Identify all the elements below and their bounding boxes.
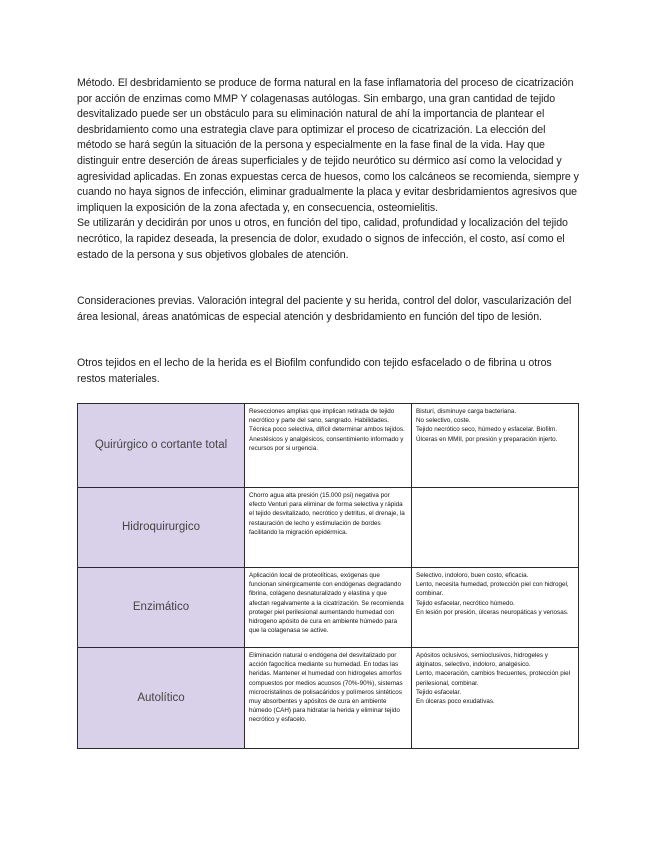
other-tissues-paragraph xyxy=(77,356,582,387)
method-notes-cell xyxy=(412,488,579,568)
method-description-cell xyxy=(245,488,412,568)
method-notes-cell xyxy=(412,648,579,749)
method-name-cell: Quirúrgico o cortante total xyxy=(78,404,245,488)
method-notes-text: Apósitos oclusivos, semioclusivos, hidrogeles y alginatos, selectivo, indoloro, analgésico. Lento, maceración, cambios frecuentes, protección piel perilesional, combinar. Tejido esfacelar. En úlceras poco exudativas. xyxy=(416,652,571,706)
table-row xyxy=(78,568,579,648)
considerations-text: Consideraciones previas. Valoración integral del paciente y su herida, control del dolor, vascularización del área lesional, áreas anatómicas de especial atención y desbridamiento en función del tipo de lesión. xyxy=(77,295,572,323)
method-description-cell xyxy=(245,648,412,749)
method-notes-text: Selectivo, indoloro, buen costo, eficacia. Lento, necesita humedad, protección piel con hidrogel, combinar. Tejido esfacelar, necrótico húmedo. En lesión por presión, úlceras neuropáticas y venosas. xyxy=(416,572,569,616)
method-notes-cell xyxy=(412,568,579,648)
method-description-text: Chorro agua alta presión (15.000 psi) negativa por efecto Venturi para eliminar de forma selectiva y rápida el tejido desvitalizado, necrótico y detritus, el drenaje, la restauración de lecho y estimulación de bordes facilitando la migración epidérmica. xyxy=(249,492,405,536)
table-row xyxy=(78,488,579,568)
considerations-paragraph xyxy=(77,294,582,325)
method-description-text: Resecciones amplias que implican retirada de tejido necrótico y parte del sano, sangrado. Habilidades. Técnica poco selectiva, difícil determinar ambos tejidos. Anestésicos y analgésicos, consentimiento informado y recursos por si urgencia. xyxy=(249,408,405,452)
method-description-text: Aplicación local de proteolíticas, exógenas que funcionan sinérgicamente con endógenas degradando fibrina, colágeno desnaturalizado y elastina y que afectan regalvamente a la cicatrización. Se recomienda proteger piel perilesional aumentando humedad con hidrogeno apósito de cura en ambiente húmedo para que la colagenasa se active. xyxy=(249,572,404,635)
table-row xyxy=(78,404,579,488)
method-text: Método. El desbridamiento se produce de forma natural en la fase inflamatoria del proceso de cicatrización por acción de enzimas como MMP Y colagenasas autólogas. Sin embargo, una gran cantidad de tejido desvitalizado puede ser un obstáculo para su eliminación natural de ahí la importancia de plantear el desbridamiento como una estrategia clave para optimizar el proceso de cicatrización. La elección del método se hará según la situación de la persona y especialmente en la fase final de la vida. Hay que distinguir entre deserción de áreas superficiales y de tejido neurótico su dérmico así como la velocidad y agresividad aplicadas. En zonas expuestas cerca de huesos, como los calcáneos se recomienda, siempre y cuando no haya signos de infección, eliminar gradualmente la placa y evitar desbridamientos agresivos que impliquen la exposición de la zona afectada y, en consecuencia, osteomielitis. xyxy=(77,77,579,214)
method-description-cell xyxy=(245,568,412,648)
method-text-continued: Se utilizarán y decidirán por unos u otros, en función del tipo, calidad, profundidad y localización del tejido necrótico, la rapidez deseada, la presencia de dolor, exudado o signos de infección, el costo, así como el estado de la persona y sus objetivos globales de atención. xyxy=(77,217,568,261)
other-tissues-text: Otros tejidos en el lecho de la herida es el Biofilm confundido con tejido esfacelado o de fibrina u otros restos materiales. xyxy=(77,357,552,385)
method-name-cell: Enzimático xyxy=(78,568,245,648)
method-name-cell: Autolítico xyxy=(78,648,245,749)
debridement-methods-table xyxy=(77,403,579,749)
method-description-text: Eliminación natural o endógena del desvitalizado por acción fagocítica mediante su humedad. En todas las heridas. Mantener el humedad con hidrogeles amorfos compuestos por medios acuosos (70%-90%), sistemas microcristalinos de polisacáridos y polímeros sintéticos muy absorbentes y apósitos de cura en ambiente húmedo (CAH) para hidratar la herida y eliminar tejido necrótico y esfacelo. xyxy=(249,652,403,724)
method-paragraph xyxy=(77,76,582,263)
method-name-cell: Hidroquirurgico xyxy=(78,488,245,568)
table-row xyxy=(78,648,579,749)
method-notes-cell xyxy=(412,404,579,488)
method-notes-text: Bisturí, disminuye carga bacteriana. No selectivo, coste. Tejido necrótico seco, húmedo y esfacelar. Biofilm. Úlceras en MMII, por presión y preparación injerto. xyxy=(416,408,558,443)
method-description-cell xyxy=(245,404,412,488)
